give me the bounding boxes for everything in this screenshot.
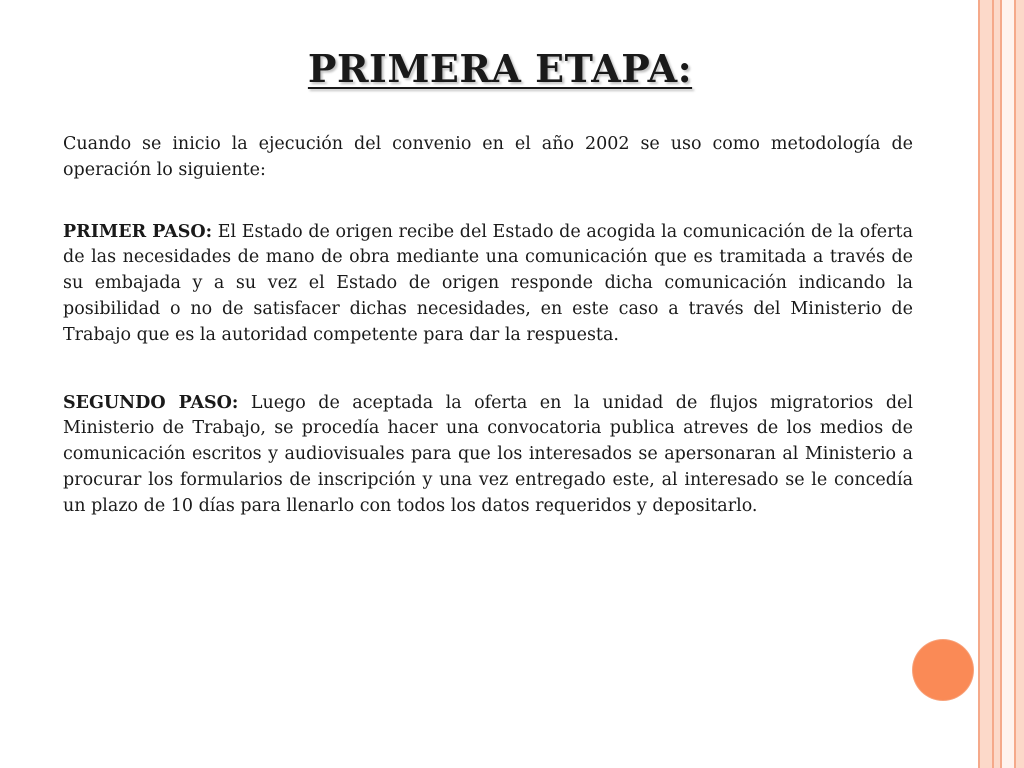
step-label-2: SEGUNDO PASO: [63, 392, 239, 413]
step-label-1: PRIMER PASO: [63, 221, 213, 242]
right-border-inner [1002, 0, 1014, 768]
slide-title: PRIMERA ETAPA: [307, 46, 693, 91]
right-border-line [978, 0, 980, 768]
step-text-1: El Estado de origen recibe del Estado de acogida la comunicación de la oferta de las necesidades de mano de obra mediante una comunicación que es tramitada a través de su embajada y a su vez el Estado de origen responde dicha comunicación indicando la posibilidad o no de satisfacer dichas necesidades, en este caso a través del Ministerio de Trabajo que es la autoridad competente para dar la respuesta. [63, 221, 913, 345]
slide-body [63, 132, 913, 546]
step-text-2: Luego de aceptada la oferta en la unidad de flujos migratorios del Ministerio de Trabajo, se procedía hacer una convocatoria publica atreves de los medios de comunicación escritos y audiovisuales para que los interesados se apersonaran al Ministerio a procurar los formularios de inscripción y una vez entregado este, al interesado se le concedía un plazo de 10 días para llenarlo con todos los datos requeridos y depositarlo. [63, 392, 913, 516]
right-border-line [1014, 0, 1016, 768]
right-border-line [992, 0, 994, 768]
decorative-circle [913, 640, 973, 700]
step-paragraph-1 [63, 220, 913, 349]
step-paragraph-2 [63, 391, 913, 520]
right-border-line [1000, 0, 1002, 768]
intro-paragraph: Cuando se inicio la ejecución del convenio en el año 2002 se uso como metodología de operación lo siguiente: [63, 134, 913, 180]
